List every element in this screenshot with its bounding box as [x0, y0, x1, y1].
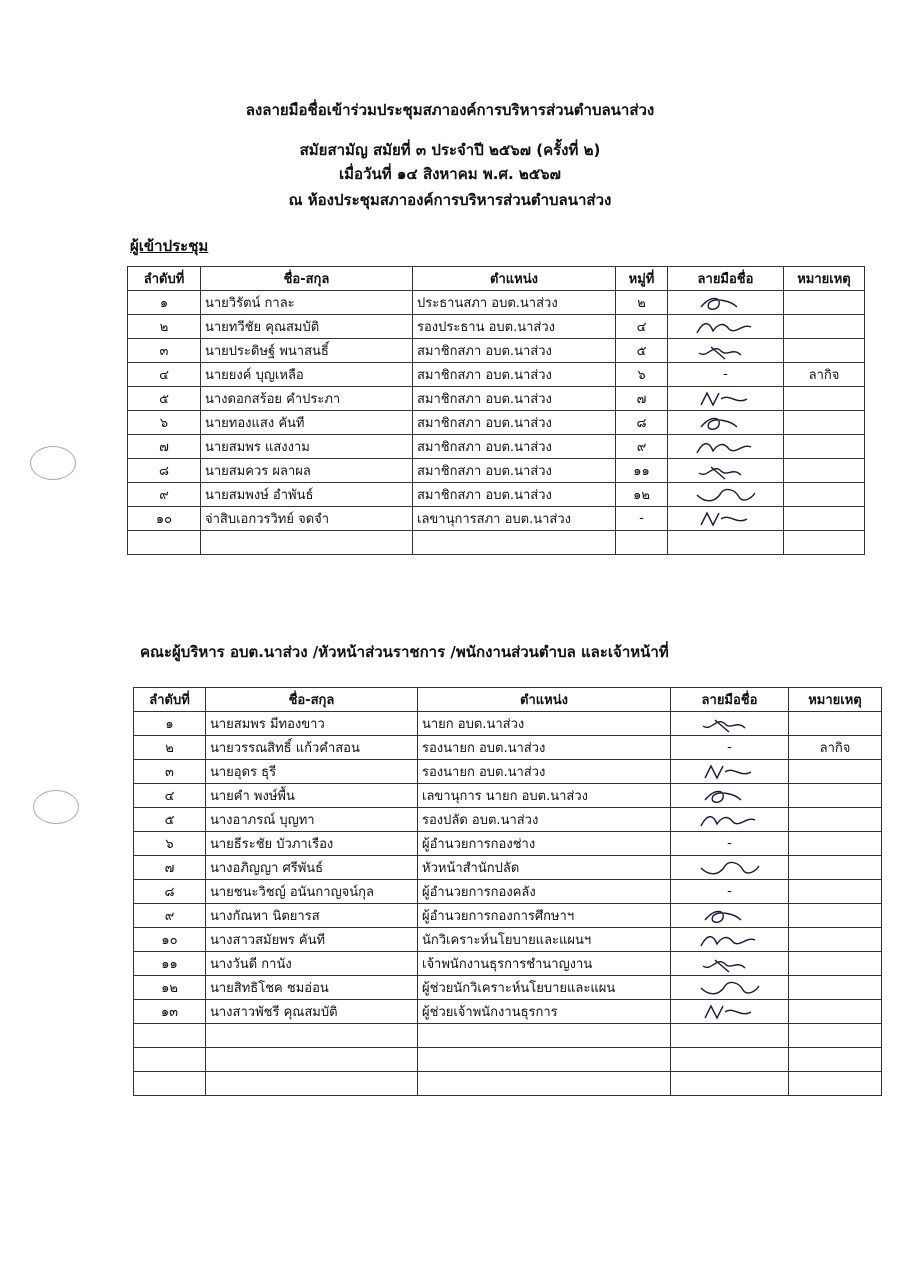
cell-moo: -	[616, 507, 668, 531]
cell-note	[789, 880, 882, 904]
cell-no	[134, 1024, 206, 1048]
table-row	[128, 315, 865, 339]
cell-name: นางกัณหา นิตยารส	[206, 904, 418, 928]
cell-note	[784, 387, 865, 411]
cell-no: ๓	[128, 339, 201, 363]
cell-name: นายทองแสง คันที	[201, 411, 413, 435]
cell-signature	[668, 507, 784, 531]
table-row	[134, 1072, 882, 1096]
cell-moo: ๑๒	[616, 483, 668, 507]
cell-signature	[668, 339, 784, 363]
table-row	[128, 363, 865, 387]
attendee-rows	[128, 291, 865, 555]
cell-no: ๕	[134, 808, 206, 832]
cell-note	[784, 483, 865, 507]
cell-name: นายสมควร ผลาผล	[201, 459, 413, 483]
cell-name: นายอุดร ธุรี	[206, 760, 418, 784]
cell-position: สมาชิกสภา อบต.นาส่วง	[413, 387, 616, 411]
staff-table	[133, 687, 882, 1096]
cell-name: นางอาภรณ์ บุญทา	[206, 808, 418, 832]
table-row	[134, 736, 882, 760]
cell-signature	[671, 856, 789, 880]
handwritten-signature	[691, 509, 761, 529]
handwritten-signature	[695, 810, 765, 830]
cell-name	[206, 1072, 418, 1096]
table-row	[134, 856, 882, 880]
cell-position: ผู้อำนวยการกองคลัง	[418, 880, 671, 904]
header-no: ลำดับที่	[128, 267, 201, 291]
handwritten-signature	[691, 413, 761, 433]
cell-no: ๔	[134, 784, 206, 808]
cell-note	[789, 760, 882, 784]
cell-signature: -	[668, 363, 784, 387]
cell-position: สมาชิกสภา อบต.นาส่วง	[413, 411, 616, 435]
cell-name: จ่าสิบเอกวรวิทย์ จดจำ	[201, 507, 413, 531]
session-line: สมัยสามัญ สมัยที่ ๓ ประจำปี ๒๕๖๗ (ครั้งที่ ๒)	[299, 141, 601, 159]
header-note: หมายเหตุ	[784, 267, 865, 291]
cell-note	[789, 784, 882, 808]
cell-signature	[668, 291, 784, 315]
table-row	[134, 952, 882, 976]
cell-name: นางดอกสร้อย คำประภา	[201, 387, 413, 411]
cell-note	[789, 1072, 882, 1096]
venue-line: ณ ห้องประชุมสภาองค์การบริหารส่วนตำบลนาส่วง	[288, 191, 612, 209]
handwritten-signature	[691, 341, 761, 361]
cell-position: รองประธาน อบต.นาส่วง	[413, 315, 616, 339]
table-row	[128, 291, 865, 315]
cell-position: เลขานุการสภา อบต.นาส่วง	[413, 507, 616, 531]
table-row	[134, 904, 882, 928]
header-signature: ลายมือชื่อ	[671, 688, 789, 712]
cell-position: สมาชิกสภา อบต.นาส่วง	[413, 363, 616, 387]
cell-no: ๗	[128, 435, 201, 459]
cell-no: ๔	[128, 363, 201, 387]
header-position: ตำแหน่ง	[413, 267, 616, 291]
cell-position	[413, 531, 616, 555]
cell-note	[784, 531, 865, 555]
cell-name: นายคำ พงษ์พื้น	[206, 784, 418, 808]
cell-moo: ๙	[616, 435, 668, 459]
cell-note	[789, 808, 882, 832]
cell-signature: -	[671, 736, 789, 760]
cell-note	[784, 507, 865, 531]
cell-no: ๒	[128, 315, 201, 339]
header-no: ลำดับที่	[134, 688, 206, 712]
cell-position: ผู้ช่วยนักวิเคราะห์นโยบายและแผน	[418, 976, 671, 1000]
table-row	[134, 976, 882, 1000]
cell-name: นายสมพงษ์ อำพันธ์	[201, 483, 413, 507]
cell-name	[201, 531, 413, 555]
cell-position: ผู้อำนวยการกองช่าง	[418, 832, 671, 856]
table-row	[134, 880, 882, 904]
cell-no: ๑๓	[134, 1000, 206, 1024]
table-row	[128, 507, 865, 531]
table-row	[128, 411, 865, 435]
cell-signature	[668, 483, 784, 507]
handwritten-signature	[691, 485, 761, 505]
cell-position: ผู้อำนวยการกองการศึกษาฯ	[418, 904, 671, 928]
cell-no: ๙	[134, 904, 206, 928]
cell-note	[789, 1048, 882, 1072]
cell-signature	[671, 1048, 789, 1072]
cell-signature	[668, 315, 784, 339]
cell-signature	[671, 904, 789, 928]
header-name: ชื่อ-สกุล	[206, 688, 418, 712]
table-row	[128, 459, 865, 483]
handwritten-signature	[695, 858, 765, 878]
cell-no: ๑๒	[134, 976, 206, 1000]
cell-note	[784, 435, 865, 459]
cell-moo	[616, 531, 668, 555]
handwritten-signature	[695, 714, 765, 734]
handwritten-signature	[691, 437, 761, 457]
cell-position	[418, 1072, 671, 1096]
cell-note	[789, 712, 882, 736]
handwritten-signature	[695, 1002, 765, 1022]
cell-moo: ๑๑	[616, 459, 668, 483]
cell-no: ๕	[128, 387, 201, 411]
cell-position: สมาชิกสภา อบต.นาส่วง	[413, 339, 616, 363]
cell-name: นายสมพร แสงงาม	[201, 435, 413, 459]
cell-signature	[671, 808, 789, 832]
cell-signature	[668, 387, 784, 411]
cell-position: สมาชิกสภา อบต.นาส่วง	[413, 435, 616, 459]
cell-signature	[671, 760, 789, 784]
cell-position: หัวหน้าสำนักปลัด	[418, 856, 671, 880]
cell-name: นายวิรัตน์ กาละ	[201, 291, 413, 315]
punch-hole-top	[30, 446, 76, 480]
table-row	[134, 784, 882, 808]
header-moo: หมู่ที่	[616, 267, 668, 291]
cell-position: นักวิเคราะห์นโยบายและแผนฯ	[418, 928, 671, 952]
section2-title: คณะผู้บริหาร อบต.นาส่วง /หัวหน้าส่วนราชการ /พนักงานส่วนตำบล และเจ้าหน้าที่	[140, 643, 669, 661]
handwritten-signature	[695, 762, 765, 782]
cell-no: ๑๐	[128, 507, 201, 531]
cell-name: นางสาวสมัยพร คันที	[206, 928, 418, 952]
cell-note	[789, 976, 882, 1000]
table-row	[128, 387, 865, 411]
cell-no: ๗	[134, 856, 206, 880]
cell-name: นายสมพร มีทองขาว	[206, 712, 418, 736]
cell-signature: -	[671, 832, 789, 856]
cell-position: ประธานสภา อบต.นาส่วง	[413, 291, 616, 315]
cell-name: นายทวีชัย คุณสมบัติ	[201, 315, 413, 339]
cell-position: ผู้ช่วยเจ้าพนักงานธุรการ	[418, 1000, 671, 1024]
punch-hole-bottom	[33, 790, 79, 824]
header-note: หมายเหตุ	[789, 688, 882, 712]
cell-name: นายวรรณสิทธิ์ แก้วคำสอน	[206, 736, 418, 760]
cell-signature	[668, 435, 784, 459]
cell-signature	[671, 928, 789, 952]
cell-name: นางอภิญญา ศรีพันธ์	[206, 856, 418, 880]
date-line: เมื่อวันที่ ๑๔ สิงหาคม พ.ศ. ๒๕๖๗	[339, 165, 561, 183]
cell-name: นายสิทธิโชค ชมอ่อน	[206, 976, 418, 1000]
cell-moo: ๒	[616, 291, 668, 315]
cell-note	[789, 1024, 882, 1048]
cell-no: ๑	[128, 291, 201, 315]
table-header-row	[128, 267, 865, 291]
table-row	[134, 760, 882, 784]
cell-no	[128, 531, 201, 555]
cell-note	[789, 832, 882, 856]
cell-note: ลากิจ	[784, 363, 865, 387]
table-row	[128, 339, 865, 363]
cell-name	[206, 1048, 418, 1072]
table-header-row	[134, 688, 882, 712]
cell-name: นายชนะวิชญ์ อนันกาญจน์กุล	[206, 880, 418, 904]
cell-note	[789, 952, 882, 976]
handwritten-signature	[691, 389, 761, 409]
cell-no: ๒	[134, 736, 206, 760]
cell-position	[418, 1048, 671, 1072]
cell-no: ๓	[134, 760, 206, 784]
cell-moo: ๕	[616, 339, 668, 363]
cell-signature	[668, 459, 784, 483]
cell-note	[784, 315, 865, 339]
cell-signature	[668, 531, 784, 555]
table-row	[128, 531, 865, 555]
handwritten-signature	[691, 293, 761, 313]
cell-note	[784, 459, 865, 483]
cell-name: นายธีระชัย บัวภาเรือง	[206, 832, 418, 856]
cell-signature	[671, 784, 789, 808]
cell-no: ๑๑	[134, 952, 206, 976]
handwritten-signature	[695, 906, 765, 926]
staff-rows	[134, 712, 882, 1096]
cell-note	[789, 1000, 882, 1024]
cell-no	[134, 1048, 206, 1072]
cell-signature	[671, 1024, 789, 1048]
handwritten-signature	[691, 317, 761, 337]
handwritten-signature	[691, 461, 761, 481]
cell-no: ๘	[134, 880, 206, 904]
cell-no: ๑๐	[134, 928, 206, 952]
table-row	[134, 1000, 882, 1024]
cell-moo: ๗	[616, 387, 668, 411]
cell-signature	[668, 411, 784, 435]
table-row	[134, 808, 882, 832]
table-row	[128, 483, 865, 507]
cell-position: รองนายก อบต.นาส่วง	[418, 736, 671, 760]
table-row	[134, 832, 882, 856]
doc-title: ลงลายมือชื่อเข้าร่วมประชุมสภาองค์การบริหารส่วนตำบลนาส่วง	[245, 101, 655, 119]
cell-note	[789, 928, 882, 952]
cell-signature	[671, 976, 789, 1000]
cell-name: นางสาวพัชรี คุณสมบัติ	[206, 1000, 418, 1024]
cell-name: นางวันดี กานัง	[206, 952, 418, 976]
cell-note	[784, 411, 865, 435]
cell-note	[789, 904, 882, 928]
header-position: ตำแหน่ง	[418, 688, 671, 712]
header-name: ชื่อ-สกุล	[201, 267, 413, 291]
section1-title: ผู้เข้าประชุม	[130, 237, 209, 255]
cell-signature	[671, 712, 789, 736]
cell-position: รองนายก อบต.นาส่วง	[418, 760, 671, 784]
cell-position	[418, 1024, 671, 1048]
cell-no	[134, 1072, 206, 1096]
cell-moo: ๖	[616, 363, 668, 387]
handwritten-signature	[695, 786, 765, 806]
cell-position: สมาชิกสภา อบต.นาส่วง	[413, 459, 616, 483]
attendee-table	[127, 266, 865, 555]
cell-position: สมาชิกสภา อบต.นาส่วง	[413, 483, 616, 507]
cell-moo: ๘	[616, 411, 668, 435]
cell-no: ๙	[128, 483, 201, 507]
cell-no: ๖	[134, 832, 206, 856]
cell-moo: ๔	[616, 315, 668, 339]
cell-note	[789, 856, 882, 880]
handwritten-signature	[695, 978, 765, 998]
table-row	[134, 712, 882, 736]
cell-name: นายยงค์ บุญเหลือ	[201, 363, 413, 387]
table-row	[134, 1024, 882, 1048]
cell-no: ๘	[128, 459, 201, 483]
cell-signature	[671, 952, 789, 976]
handwritten-signature	[695, 954, 765, 974]
cell-note	[784, 291, 865, 315]
table-row	[134, 1048, 882, 1072]
cell-no: ๑	[134, 712, 206, 736]
cell-position: เจ้าพนักงานธุรการชำนาญงาน	[418, 952, 671, 976]
cell-signature	[671, 1072, 789, 1096]
cell-no: ๖	[128, 411, 201, 435]
cell-position: รองปลัด อบต.นาส่วง	[418, 808, 671, 832]
handwritten-signature	[695, 930, 765, 950]
cell-note: ลากิจ	[789, 736, 882, 760]
table-row	[134, 928, 882, 952]
cell-position: เลขานุการ นายก อบต.นาส่วง	[418, 784, 671, 808]
cell-name	[206, 1024, 418, 1048]
cell-signature: -	[671, 880, 789, 904]
cell-note	[784, 339, 865, 363]
cell-signature	[671, 1000, 789, 1024]
header-signature: ลายมือชื่อ	[668, 267, 784, 291]
table-row	[128, 435, 865, 459]
cell-position: นายก อบต.นาส่วง	[418, 712, 671, 736]
cell-name: นายประดิษฐ์ พนาสนธิ์	[201, 339, 413, 363]
